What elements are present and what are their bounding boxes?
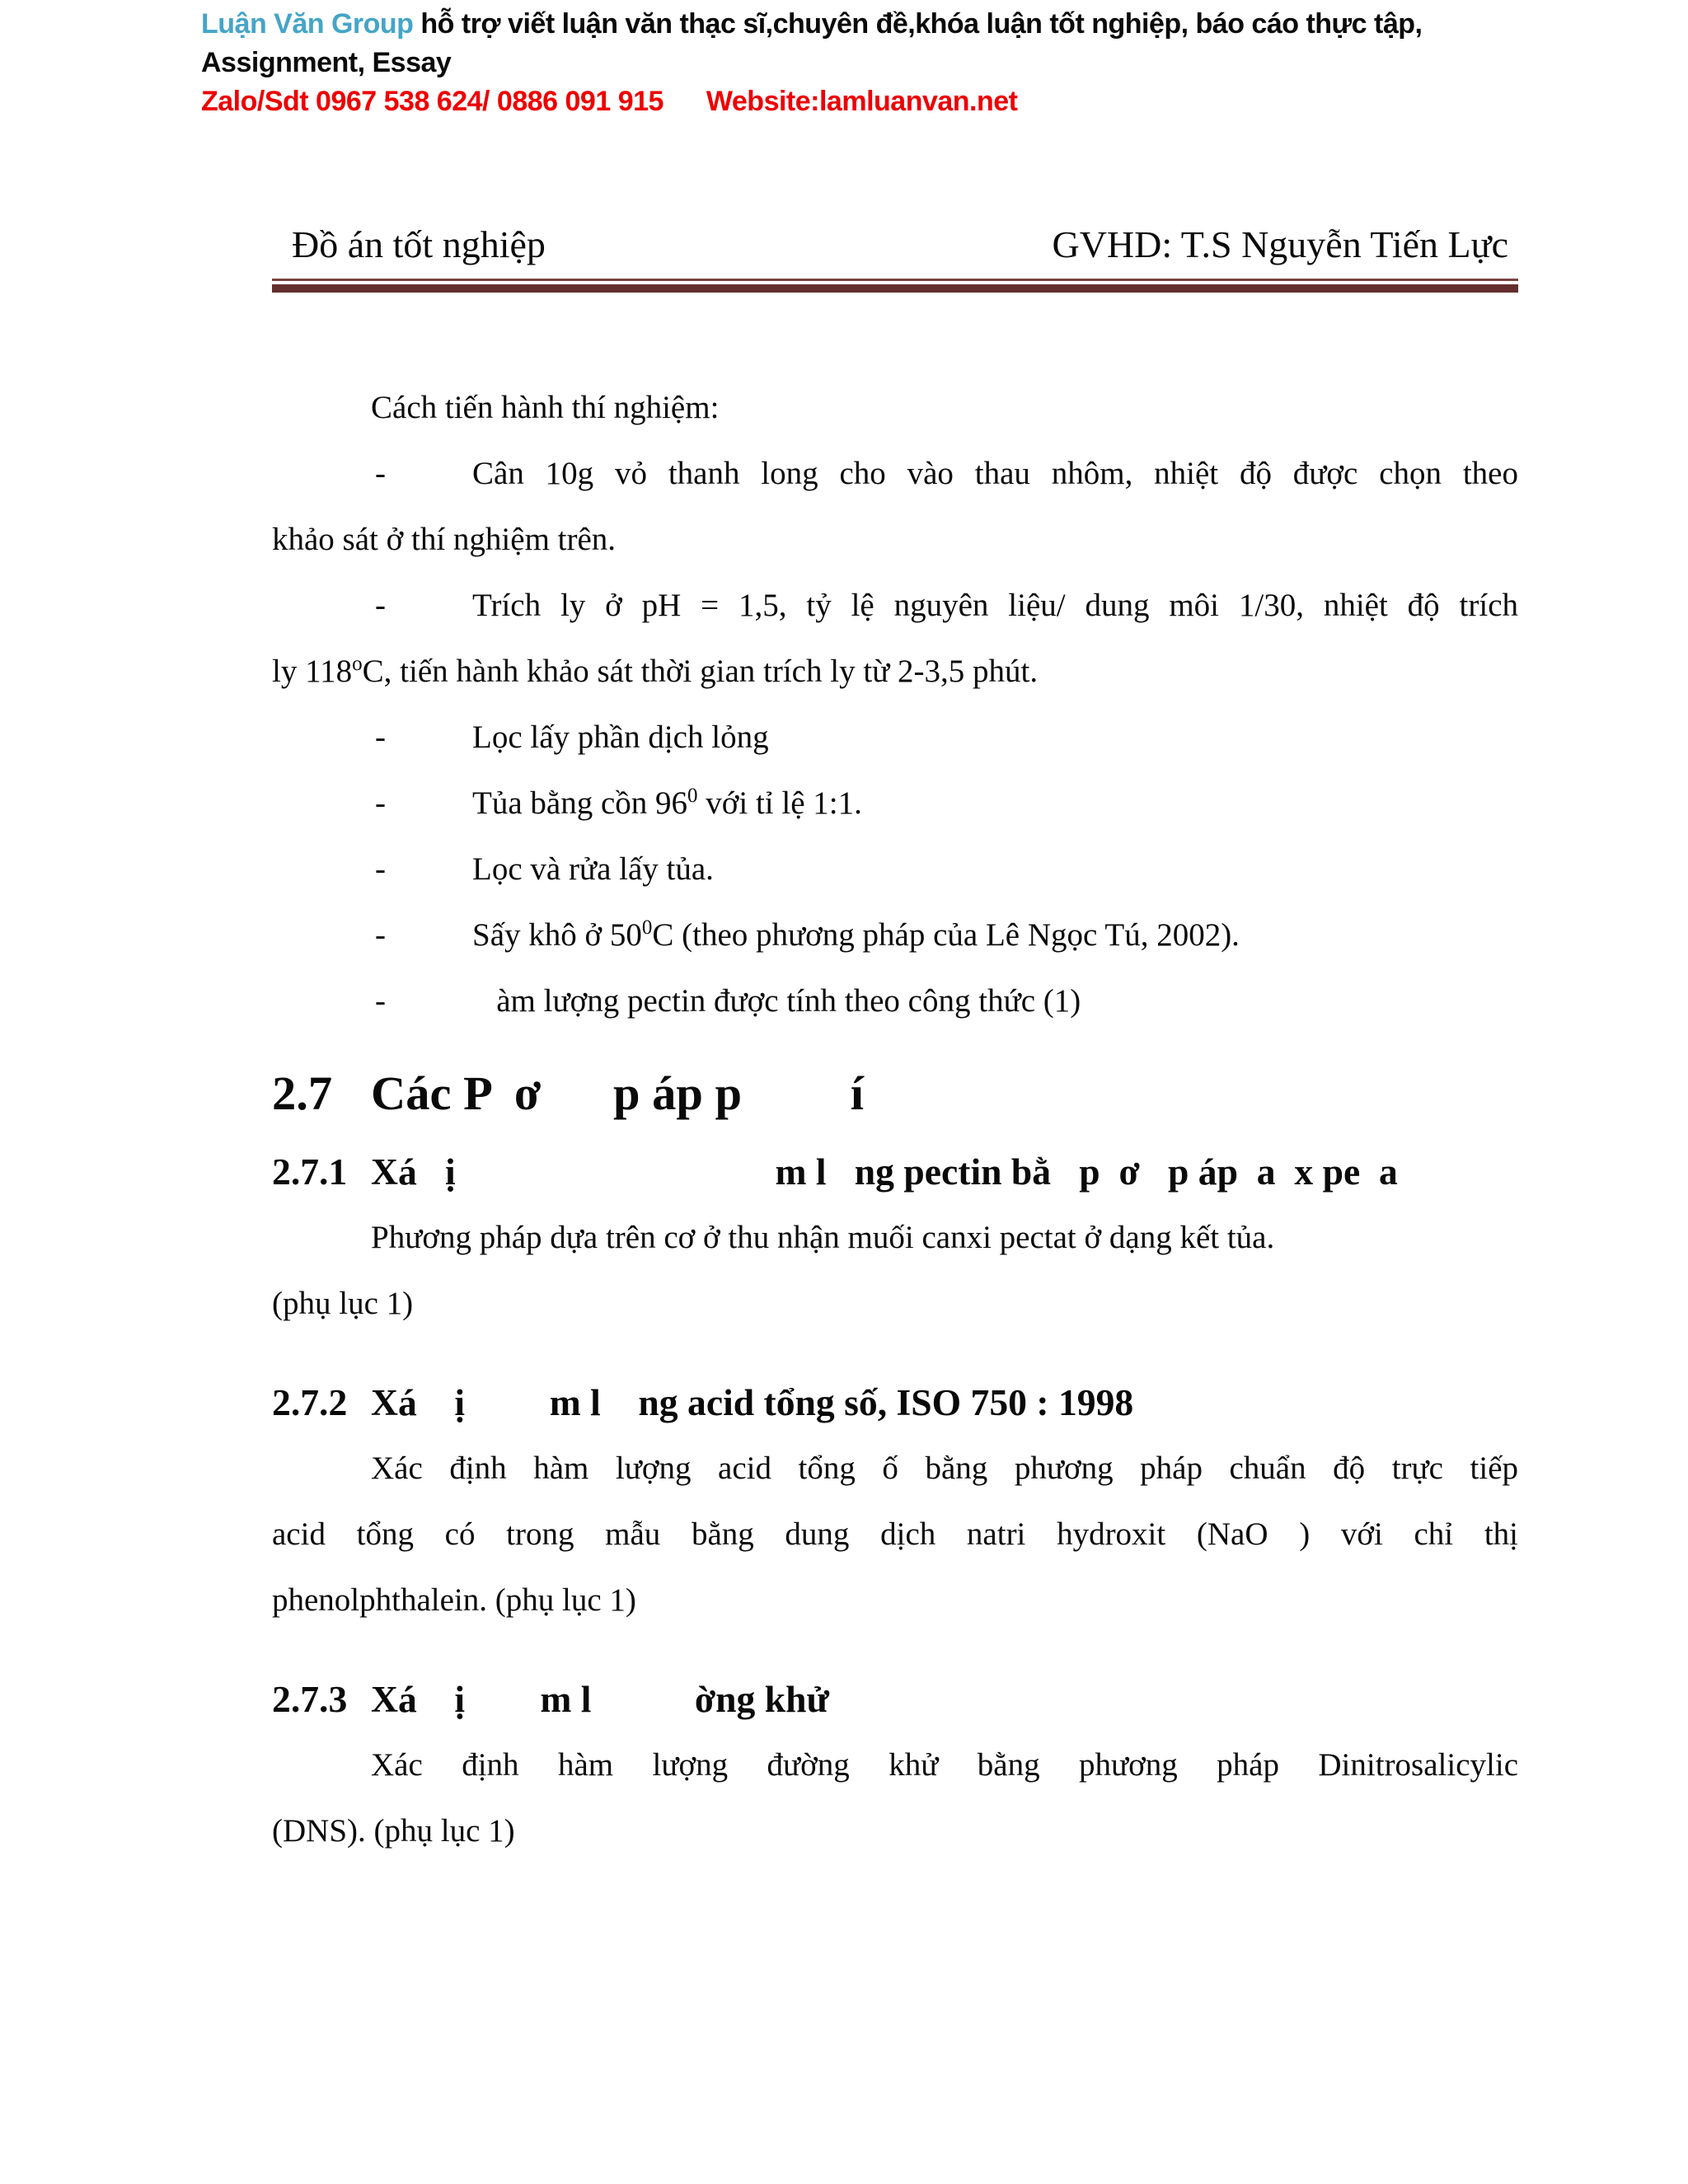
- bullet-text: àm lượng pectin được tính theo công thức (1): [472, 983, 1081, 1019]
- bullet-item: [272, 837, 1518, 902]
- section-number: 2.7: [272, 1066, 333, 1120]
- promo-line-1: [201, 5, 1536, 44]
- line-text: với tỉ lệ 1:1.: [697, 785, 862, 821]
- superscript: o: [352, 653, 363, 675]
- bullet-dash: -: [375, 917, 386, 953]
- bullet-text: Lọc và rửa lấy tủa.: [472, 851, 714, 887]
- bullet-text: Cân 10g vỏ thanh long cho vào thau nhôm, nhiệt độ được chọn theo: [472, 456, 1518, 491]
- bullet-text: [472, 771, 1518, 837]
- header-rule: [272, 279, 1518, 293]
- bullet-item: [272, 441, 1518, 507]
- bullet-dash: -: [375, 719, 386, 755]
- bullet-text: Lọc lấy phần dịch lỏng: [472, 719, 769, 755]
- bullet-item: [272, 573, 1518, 639]
- paragraph-line: khảo sát ở thí nghiệm trên.: [272, 522, 617, 557]
- section-title: Xá ị m l ng pectin bằ p ơ p áp a x pe a: [371, 1151, 1398, 1193]
- promo-header: [201, 5, 1536, 121]
- line-text: C, tiến hành khảo sát thời gian trích ly từ 2-3,5 phút.: [362, 654, 1039, 689]
- section-title: Các P ơ p áp p í: [371, 1066, 864, 1120]
- line-text: ly 118: [272, 654, 353, 689]
- promo-line-2: Assignment, Essay: [201, 47, 452, 78]
- document-body: [272, 375, 1518, 1864]
- doc-title: Đồ án tốt nghiệp: [292, 223, 546, 265]
- bullet-item: [272, 705, 1518, 771]
- bullet-item: [272, 902, 1518, 968]
- bullet-dash: -: [375, 588, 386, 623]
- paragraph-line: phenolphthalein. (phụ lục 1): [272, 1582, 636, 1618]
- section-heading-2-7-3: [272, 1666, 1518, 1732]
- section-number: 2.7.2: [272, 1381, 348, 1423]
- bullet-dash: -: [375, 456, 386, 491]
- line-text: Tủa bằng cồn 96: [472, 785, 688, 821]
- bullet-dash: -: [375, 785, 386, 821]
- section-number: 2.7.1: [272, 1151, 348, 1193]
- section-heading-2-7-2: [272, 1370, 1518, 1436]
- paragraph-line: acid tổng có trong mẫu bằng dung dịch natri hydroxit (NaO ) với chỉ thị: [272, 1516, 1518, 1552]
- promo-line-3: [201, 82, 1536, 121]
- section-title: Xá ị m l ờng khử: [371, 1678, 829, 1720]
- line-text: Sấy khô ở 50: [472, 917, 642, 953]
- header-rule-thin-line: [272, 279, 1518, 281]
- line-text: C (theo phương pháp của Lê Ngọc Tú, 2002).: [652, 917, 1240, 953]
- header-rule-thick-line: [272, 284, 1518, 293]
- promo-line-1-text: hỗ trợ viết luận văn thạc sĩ,chuyên đề,khóa luận tốt nghiệp, báo cáo thực tập,: [413, 8, 1423, 40]
- paragraph-line: (DNS). (phụ lục 1): [272, 1813, 515, 1849]
- bullet-item: [272, 771, 1518, 837]
- superscript: 0: [687, 785, 698, 807]
- contact-phone: Zalo/Sdt 0967 538 624/ 0886 091 915: [201, 86, 663, 117]
- bullet-text: [472, 902, 1518, 968]
- doc-supervisor: GVHD: T.S Nguyễn Tiến Lực: [1052, 223, 1508, 265]
- paragraph-line: Xác định hàm lượng acid tổng ố bằng phương pháp chuẩn độ trực tiếp: [371, 1451, 1518, 1486]
- bullet-item: [272, 968, 1518, 1034]
- bullet-dash: -: [375, 851, 386, 887]
- website-link: Website:lamluanvan.net: [706, 86, 1018, 117]
- paragraph-line: Phương pháp dựa trên cơ ở thu nhận muối canxi pectat ở dạng kết tủa.: [371, 1220, 1275, 1255]
- section-heading-2-7-1: [272, 1139, 1518, 1205]
- brand-name: Luận Văn Group: [201, 8, 414, 40]
- paragraph-line: Cách tiến hành thí nghiệm:: [371, 390, 720, 425]
- section-heading-2-7: [272, 1061, 1518, 1127]
- bullet-dash: -: [375, 983, 386, 1019]
- section-title: Xá ị m l ng acid tổng số, ISO 750 : 1998: [371, 1381, 1134, 1423]
- bullet-text: Trích ly ở pH = 1,5, tỷ lệ nguyên liệu/ dung môi 1/30, nhiệt độ trích: [472, 588, 1518, 623]
- document-header: [272, 221, 1518, 293]
- paragraph-line: Xác định hàm lượng đường khử bằng phương pháp Dinitrosalicylic: [371, 1747, 1518, 1783]
- superscript: 0: [641, 916, 653, 939]
- paragraph-line: (phụ lục 1): [272, 1286, 414, 1321]
- paragraph-line: [272, 639, 1518, 705]
- section-number: 2.7.3: [272, 1678, 348, 1720]
